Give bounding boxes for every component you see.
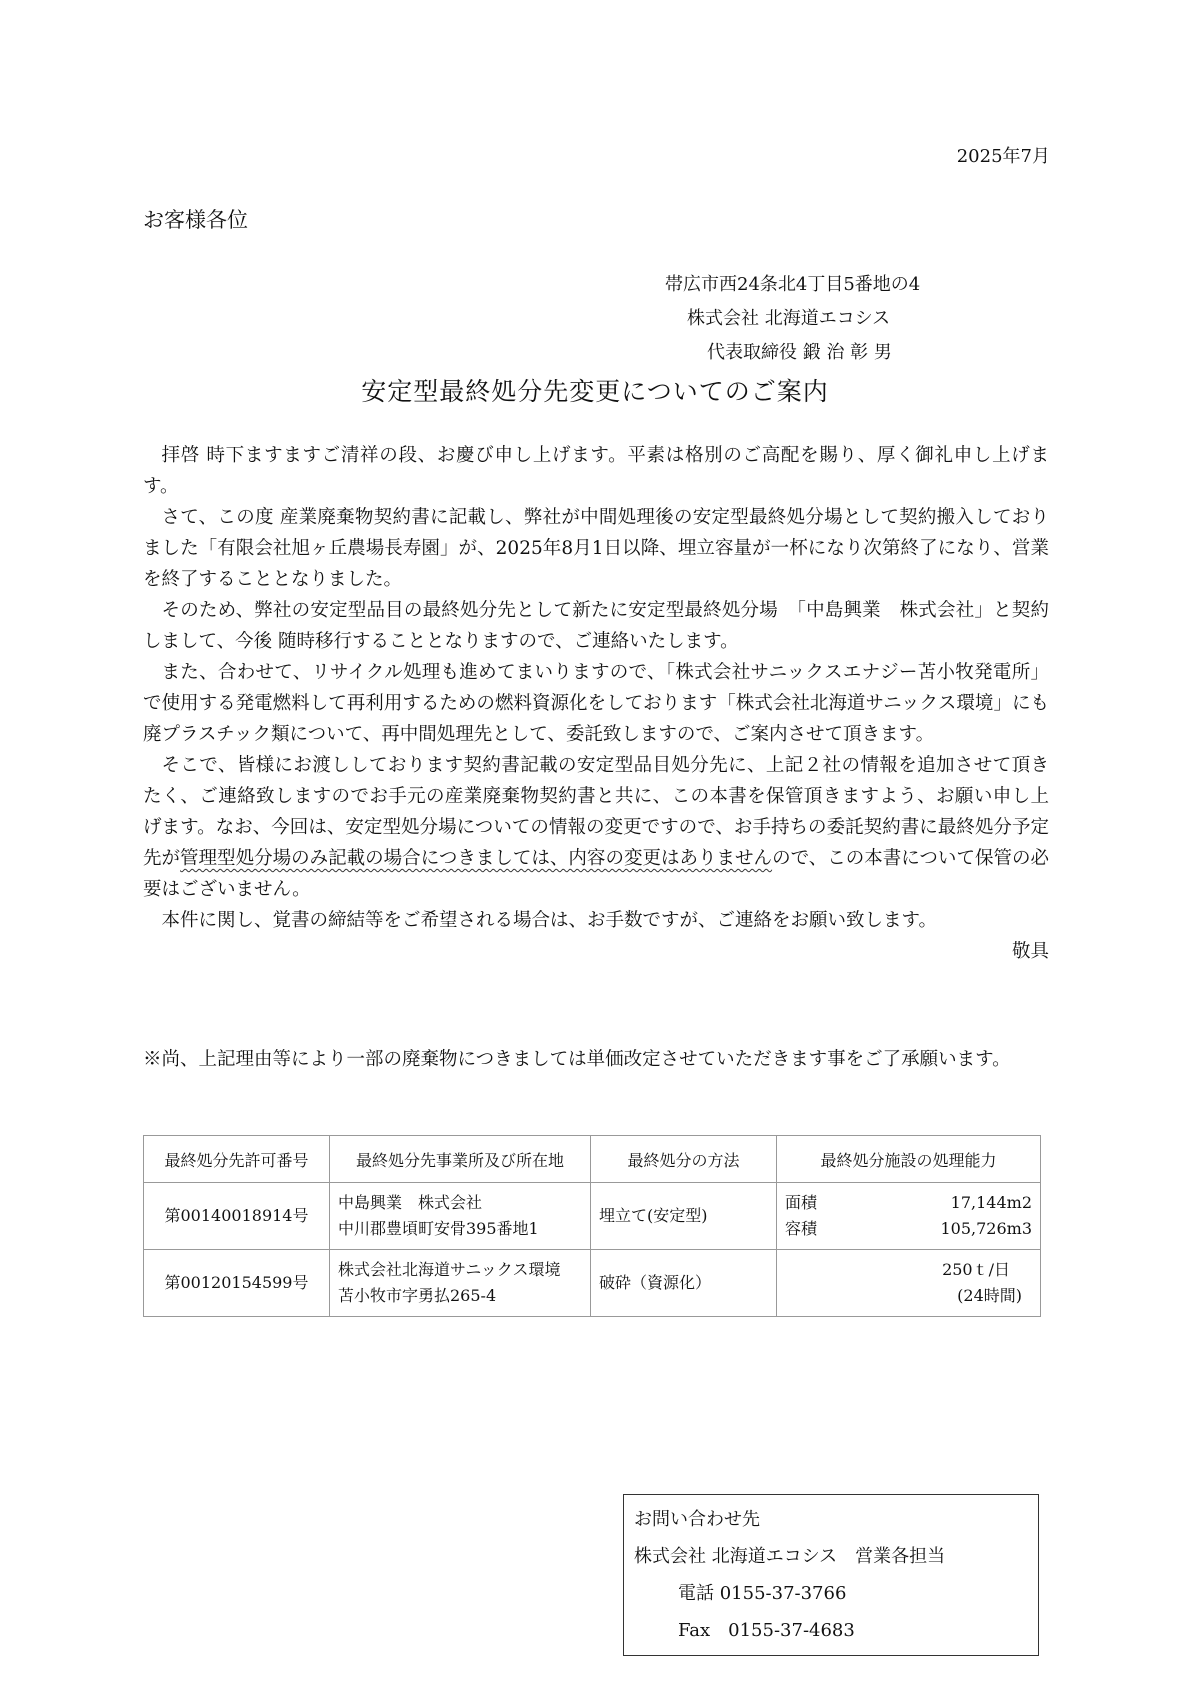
table-row bbox=[144, 1183, 1041, 1250]
contact-box bbox=[623, 1494, 1039, 1656]
facility-address: 中川郡豊頃町安骨395番地1 bbox=[338, 1219, 539, 1238]
facility-name: 株式会社北海道サニックス環境 bbox=[338, 1260, 561, 1279]
paragraph-request bbox=[143, 750, 1049, 905]
contact-company: 株式会社 北海道エコシス 営業各担当 bbox=[634, 1546, 946, 1567]
price-revision-note: ※尚、上記理由等により一部の廃棄物につきましては単価改定させていただきます事をご了承願います。 bbox=[143, 1049, 1011, 1070]
header-permit: 最終処分先許可番号 bbox=[144, 1136, 330, 1183]
facility-cell bbox=[330, 1183, 591, 1250]
capacity-hours: (24時間) bbox=[957, 1286, 1022, 1305]
paragraph-greeting: 拝啓 時下ますますご清祥の段、お慶び申し上げます。平素は格別のご高配を賜り、厚く御礼申し上げます。 bbox=[143, 445, 1049, 497]
sender-address: 帯広市西24条北4丁目5番地の4 bbox=[665, 274, 921, 295]
disposal-method: 埋立て(安定型) bbox=[591, 1183, 777, 1250]
sender-company: 株式会社 北海道エコシス bbox=[687, 308, 891, 329]
capacity-value: 250ｔ/日 bbox=[942, 1260, 1010, 1279]
request-text-c: ので、この本書について保管の必要はございません。 bbox=[143, 848, 1049, 900]
table-row bbox=[144, 1250, 1041, 1317]
facility-cell bbox=[330, 1250, 591, 1317]
facility-name: 中島興業 株式会社 bbox=[338, 1193, 483, 1212]
permit-number: 第00140018914号 bbox=[144, 1183, 330, 1250]
disposal-table bbox=[143, 1135, 1041, 1317]
contact-phone: 電話 0155-37-3766 bbox=[678, 1583, 847, 1604]
contact-fax: Fax 0155-37-4683 bbox=[678, 1620, 855, 1641]
document-date: 2025年7月 bbox=[956, 146, 1050, 167]
table-header-row bbox=[144, 1136, 1041, 1183]
capacity-label: 容積 bbox=[785, 1219, 818, 1238]
capacity-cell bbox=[777, 1250, 1041, 1317]
paragraph-termination: さて、この度 産業廃棄物契約書に記載し、弊社が中間処理後の安定型最終処分場として契約搬入しておりました「有限会社旭ヶ丘農場長寿園」が、2025年8月1日以降、埋立容量が一杯になり次第終了になり、営業を終了することとなりました。 bbox=[143, 507, 1049, 590]
closing-keigu: 敬具 bbox=[1011, 941, 1049, 962]
disposal-method: 破砕（資源化） bbox=[591, 1250, 777, 1317]
header-facility: 最終処分先事業所及び所在地 bbox=[330, 1136, 591, 1183]
sender-block bbox=[665, 268, 985, 370]
capacity-value: 105,726m3 bbox=[940, 1219, 1032, 1238]
permit-number: 第00120154599号 bbox=[144, 1250, 330, 1317]
contact-heading: お問い合わせ先 bbox=[634, 1509, 760, 1530]
capacity-label: 面積 bbox=[785, 1193, 818, 1212]
sender-representative: 代表取締役 鍛 治 彰 男 bbox=[707, 342, 892, 363]
paragraph-recycling: また、合わせて、リサイクル処理も進めてまいりますので、「株式会社サニックスエナジー苫小牧発電所」で使用する発電燃料して再利用するための燃料資源化をしております「株式会社北海道サニックス環境」にも廃プラスチック類について、再中間処理先として、委託致しますので、ご案内させて頂きます。 bbox=[143, 662, 1049, 745]
header-capacity: 最終処分施設の処理能力 bbox=[777, 1136, 1041, 1183]
header-method: 最終処分の方法 bbox=[591, 1136, 777, 1183]
capacity-value: 17,144m2 bbox=[950, 1193, 1032, 1212]
request-text-a: そこで、皆様にお渡ししております契約書記載の安定型品目処分先に、上記２社の情報を追加させて頂きたく、ご連絡致しますのでお手元の産業廃棄物契約書と共に、この本書を保管頂きますよう、お願い申し上げます。なお、今回は、安定型処分場についての情報の変更ですので、お手持ちの委託契約書に最終処分予定先が bbox=[143, 755, 1049, 869]
document-title: 安定型最終処分先変更についてのご案内 bbox=[361, 377, 829, 406]
letter-body bbox=[143, 440, 1049, 967]
facility-address: 苫小牧市字勇払265-4 bbox=[338, 1286, 497, 1305]
capacity-cell bbox=[777, 1183, 1041, 1250]
paragraph-new-contract: そのため、弊社の安定型品目の最終処分先として新たに安定型最終処分場 「中島興業 株式会社」と契約しまして、今後 随時移行することとなりますので、ご連絡いたします。 bbox=[143, 600, 1049, 652]
paragraph-contact-request: 本件に関し、覚書の締結等をご希望される場合は、お手数ですが、ご連絡をお願い致します。 bbox=[161, 910, 938, 931]
request-text-underlined: 管理型処分場のみ記載の場合につきましては、内容の変更はありません bbox=[180, 848, 773, 869]
recipient: お客様各位 bbox=[143, 208, 248, 232]
